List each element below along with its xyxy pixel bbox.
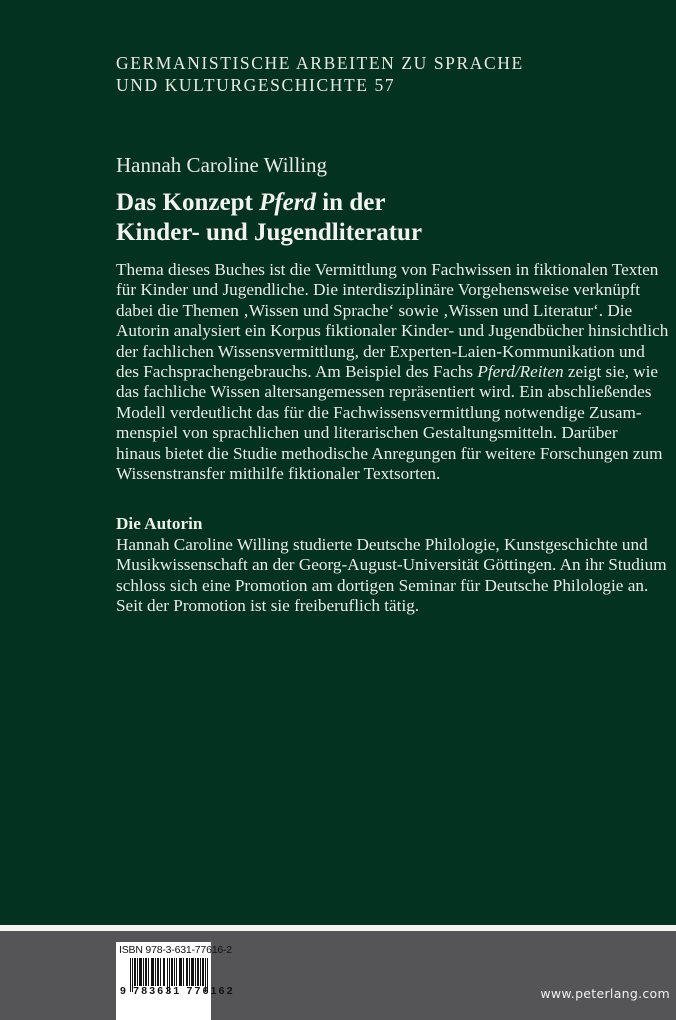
bio-line: Hannah Caroline Willing studierte Deutsche Philologie, Kunstgeschichte und	[116, 535, 648, 554]
blurb-line: für Kinder und Jugendliche. Die interdisziplinäre Vorgehensweise verknüpft	[116, 280, 641, 300]
blurb-line: des Fachsprachengebrauchs. Am Beispiel des Fachs Pferd/Reiten zeigt sie, wie	[116, 362, 659, 382]
bio-line: Musikwissenschaft an der Georg-August-Universität Göttingen. An ihr Studium	[116, 555, 667, 575]
blurb-line: Autorin analysiert ein Korpus fiktionaler Kinder- und Jugendbücher hinsichtlich	[116, 321, 669, 341]
blurb	[116, 260, 676, 484]
bio-heading: Die Autorin	[116, 514, 203, 533]
blurb-line: das fachliche Wissen altersangemessen repräsentiert wird. Ein abschließendes	[116, 382, 652, 402]
bio-line: Seit der Promotion ist sie freiberuflich tätig.	[116, 596, 420, 616]
title-text: in der	[315, 189, 386, 216]
book-title	[116, 188, 422, 248]
series-line-2: UND KULTURGESCHICHTE 57	[116, 75, 396, 95]
title-text: Das Konzept	[116, 189, 260, 216]
barcode-digits: 9 783631 776162	[120, 985, 235, 997]
series-title	[116, 52, 524, 96]
title-line-1	[116, 188, 422, 218]
blurb-line: Modell verdeutlicht das für die Fachwissensvermittlung notwendige Zusam-	[116, 402, 642, 422]
bio-line: schloss sich eine Promotion am dortigen Seminar für Deutsche Philologie an.	[116, 575, 649, 595]
author-name: Hannah Caroline Willing	[116, 153, 328, 177]
footer-band	[0, 931, 676, 1020]
blurb-line: Thema dieses Buches ist die Vermittlung von Fachwissen in fiktionalen Texten	[116, 260, 659, 279]
blurb-line: menspiel von sprachlichen und literarischen Gestaltungsmitteln. Darüber	[116, 423, 618, 443]
isbn-label: ISBN 978-3-631-77616-2	[119, 944, 232, 956]
publisher-url[interactable]: www.peterlang.com	[540, 986, 670, 1001]
title-italic-term: Pferd	[259, 189, 316, 216]
blurb-line: Wissenstransfer mithilfe fiktionaler Textsorten.	[116, 464, 441, 484]
blurb-line: dabei die Themen ‚Wissen und Sprache‘ sowie ‚Wissen und Literatur‘. Die	[116, 300, 633, 320]
blurb-italic-term: Pferd/Reiten	[477, 362, 564, 382]
series-line-1: GERMANISTISCHE ARBEITEN ZU SPRACHE	[116, 53, 524, 73]
blurb-line: hinaus bietet die Studie methodische Anregungen für weitere Forschungen zum	[116, 443, 663, 463]
title-line-2: Kinder- und Jugendliteratur	[116, 219, 423, 246]
author-bio	[116, 535, 676, 617]
blurb-line: der fachlichen Wissensvermittlung, der Experten-Laien-Kommunikation und	[116, 341, 645, 361]
isbn-barcode	[116, 942, 235, 1020]
